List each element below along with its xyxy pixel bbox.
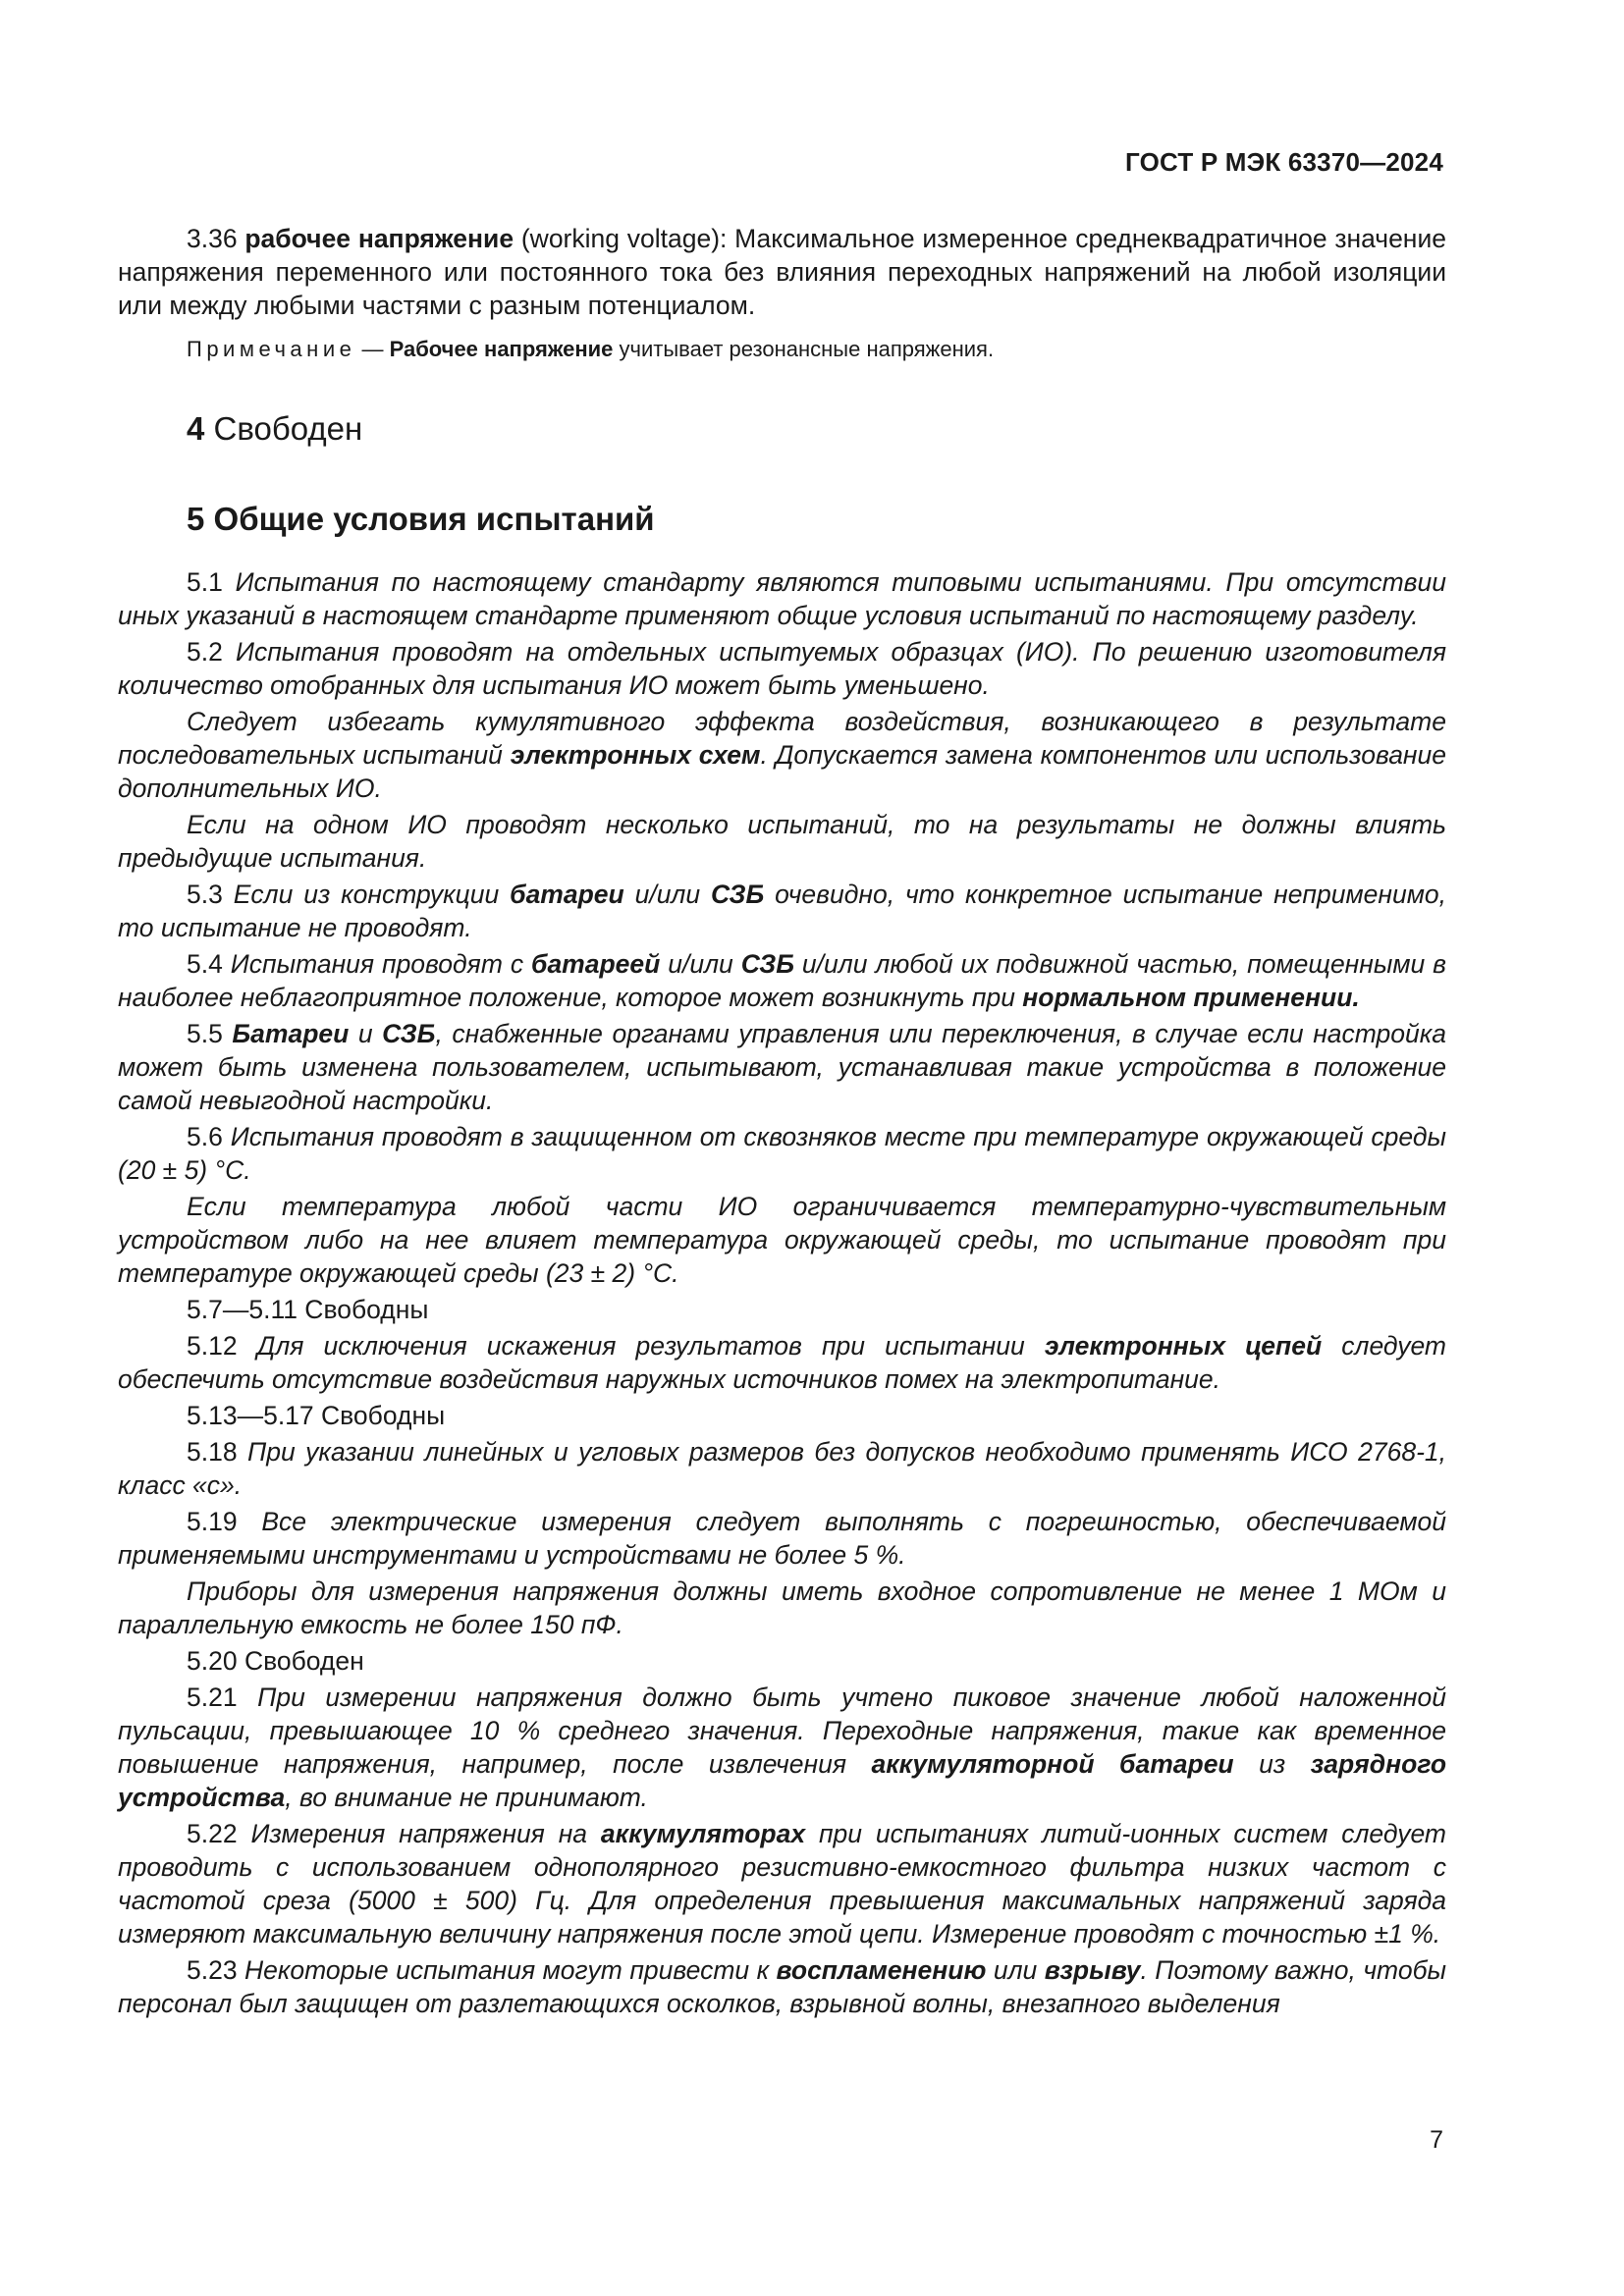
defined-term: рабочее напряжение: [244, 224, 514, 253]
clause-5-7-5-11: 5.7—5.11 Свободны: [187, 1295, 429, 1324]
clause-5-2-para-3: [118, 808, 1446, 875]
clause-text: и/или: [623, 880, 711, 909]
clause-text: . Поэтому важно, чтобы персонал был защищен от разлетающихся осколков, взрывной волны, внезапного выделения: [118, 1955, 1446, 2018]
clause-text: Приборы для измерения напряжения должны иметь входное сопротивление не менее 1 МОм и параллельную емкость не более 150 пФ.: [118, 1576, 1446, 1639]
clause-number: 5.6: [187, 1122, 223, 1151]
clause-5-18: [118, 1435, 1446, 1502]
clause-text: при испытаниях литий-ионных систем следует проводить с использованием однополярного резистивно-емкостного фильтра низких частот с частотой среза (5000 ± 500) Гц. Для определения превышения максимальных напряжений заряда измеряют максимальную величину напряжения после этой цепи. Измерение проводят с точностью ±1 %.: [118, 1819, 1446, 1949]
clause-text: и/или любой их подвижной частью, помещенными в наиболее неблагоприятное положение, которое может возникнуть при: [118, 949, 1447, 1012]
clause-number: 5.23: [187, 1955, 238, 1985]
clause-5-21: [118, 1681, 1446, 1814]
defined-term: воспламенению: [776, 1955, 987, 1985]
clause-number: 5.19: [187, 1507, 238, 1536]
clause-text: Измерения напряжения на: [250, 1819, 601, 1848]
clause-5-2-para-2: [118, 705, 1446, 805]
defined-term: зарядного устройства: [118, 1749, 1446, 1812]
definition-text: (working voltage): Максимальное измеренное среднеквадратичное значение напряжения переменного или постоянного тока без влияния переходных напряжений на любой изоляции или между любыми частями с разным потенциалом.: [118, 224, 1446, 320]
clause-text: Испытания проводят в защищенном от сквозняков месте при температуре окружающей среды (20 ± 5) °С.: [118, 1122, 1446, 1185]
section-5-heading: [118, 500, 1446, 539]
defined-term: СЗБ: [711, 880, 765, 909]
section-number: 5: [187, 501, 205, 537]
defined-term: батареей: [531, 949, 661, 979]
note: [118, 335, 1446, 364]
clause-number: 5.18: [187, 1437, 238, 1467]
definition-3-36: [118, 222, 1446, 322]
clause-number: 5.1: [187, 567, 223, 597]
clause-number: 5.22: [187, 1819, 238, 1848]
clause-text: Следует избегать кумулятивного эффекта воздействия, возникающего в результате последовательных испытаний: [118, 707, 1446, 770]
clause-number: 5.21: [187, 1682, 238, 1712]
clause-5-6: [118, 1120, 1446, 1187]
note-text: учитывает резонансные напряжения.: [613, 337, 995, 361]
defined-term: электронных схем: [510, 740, 761, 770]
note-label: Примечание: [187, 337, 356, 361]
defined-term: Батареи: [232, 1019, 350, 1048]
clause-text: и: [349, 1019, 383, 1048]
defined-term: электронных цепей: [1044, 1331, 1323, 1361]
defined-term: взрыву: [1044, 1955, 1141, 1985]
defined-term: СЗБ: [382, 1019, 436, 1048]
clause-5-20: 5.20 Свободен: [187, 1646, 364, 1676]
note-dash: —: [355, 337, 390, 361]
clause-number: 5.2: [187, 637, 223, 667]
clause-text: очевидно, что конкретное испытание неприменимо, то испытание не проводят.: [118, 880, 1446, 942]
section-4-heading: [118, 409, 1446, 449]
clause-number: 5.4: [187, 949, 223, 979]
document-body: [118, 222, 1446, 2023]
clause-5-3: [118, 878, 1446, 944]
clause-5-1: [118, 565, 1446, 632]
page-number: 7: [1430, 2126, 1443, 2154]
clause-text: Если температура любой части ИО ограничивается температурно-чувствительным устройством либо на нее влияет температура окружающей среды, то испытание проводят при температуре окружающей среды (23 ± 2) °С.: [118, 1192, 1446, 1288]
clause-text: При указании линейных и угловых размеров без допусков необходимо применять ИСО 2768-1, класс «с».: [118, 1437, 1446, 1500]
section-title: Свободен: [213, 410, 363, 447]
defined-term: аккумуляторах: [600, 1819, 806, 1848]
clause-text: из: [1233, 1749, 1311, 1779]
clause-number: 5.3: [187, 880, 223, 909]
defined-term: батареи: [510, 880, 624, 909]
defined-term: нормальном применении.: [1022, 983, 1360, 1012]
section-number: 4: [187, 410, 205, 447]
clause-text: и/или: [660, 949, 741, 979]
clause-text: Испытания проводят на отдельных испытуемых образцах (ИО). По решению изготовителя количество отобранных для испытания ИО может быть уменьшено.: [118, 637, 1446, 700]
clause-text: , во внимание не принимают.: [285, 1783, 648, 1812]
standard-header: ГОСТ Р МЭК 63370—2024: [1124, 147, 1443, 177]
clause-text: Все электрические измерения следует выполнять с погрешностью, обеспечиваемой применяемыми инструментами и устройствами не более 5 %.: [118, 1507, 1446, 1570]
clause-number: 5.5: [187, 1019, 223, 1048]
clause-5-19: [118, 1505, 1446, 1572]
note-term: Рабочее напряжение: [389, 337, 614, 361]
clause-text: следует обеспечить отсутствие воздействия наружных источников помех на электропитание.: [118, 1331, 1447, 1394]
defined-term: СЗБ: [740, 949, 794, 979]
clause-text: Если на одном ИО проводят несколько испытаний, то на результаты не должны влиять предыдущие испытания.: [118, 810, 1446, 873]
clause-number: 3.36: [187, 224, 238, 253]
clause-text: , снабженные органами управления или переключения, в случае если настройка может быть изменена пользователем, испытывают, устанавливая такие устройства в положение самой невыгодной настройки.: [118, 1019, 1447, 1115]
clause-5-13-5-17: 5.13—5.17 Свободны: [187, 1401, 446, 1430]
clause-5-22: [118, 1817, 1446, 1950]
clause-text: При измерении напряжения должно быть учтено пиковое значение любой наложенной пульсации, превышающее 10 % среднего значения. Переходные напряжения, такие как временное повышение напряжения, например, после извлечения: [118, 1682, 1446, 1779]
clause-number: 5.12: [187, 1331, 238, 1361]
clause-5-19-para-2: [118, 1575, 1446, 1641]
defined-term: аккумуляторной батареи: [871, 1749, 1234, 1779]
clause-text: Испытания проводят с: [230, 949, 532, 979]
section-title: Общие условия испытаний: [213, 501, 655, 537]
clause-5-2: [118, 635, 1446, 702]
clause-text: Для исключения искажения результатов при испытании: [256, 1331, 1045, 1361]
clause-5-5: [118, 1017, 1446, 1117]
clause-text: или: [986, 1955, 1045, 1985]
clause-text: Если из конструкции: [233, 880, 511, 909]
clause-5-4: [118, 947, 1446, 1014]
clause-text: . Допускается замена компонентов или использование дополнительных ИО.: [118, 740, 1446, 803]
clause-5-6-para-2: [118, 1190, 1446, 1290]
clause-5-12: [118, 1329, 1446, 1396]
clause-text: Некоторые испытания могут привести к: [244, 1955, 777, 1985]
clause-5-23: [118, 1953, 1446, 2020]
clause-text: Испытания по настоящему стандарту являются типовыми испытаниями. При отсутствии иных указаний в настоящем стандарте применяют общие условия испытаний по настоящему разделу.: [118, 567, 1446, 630]
